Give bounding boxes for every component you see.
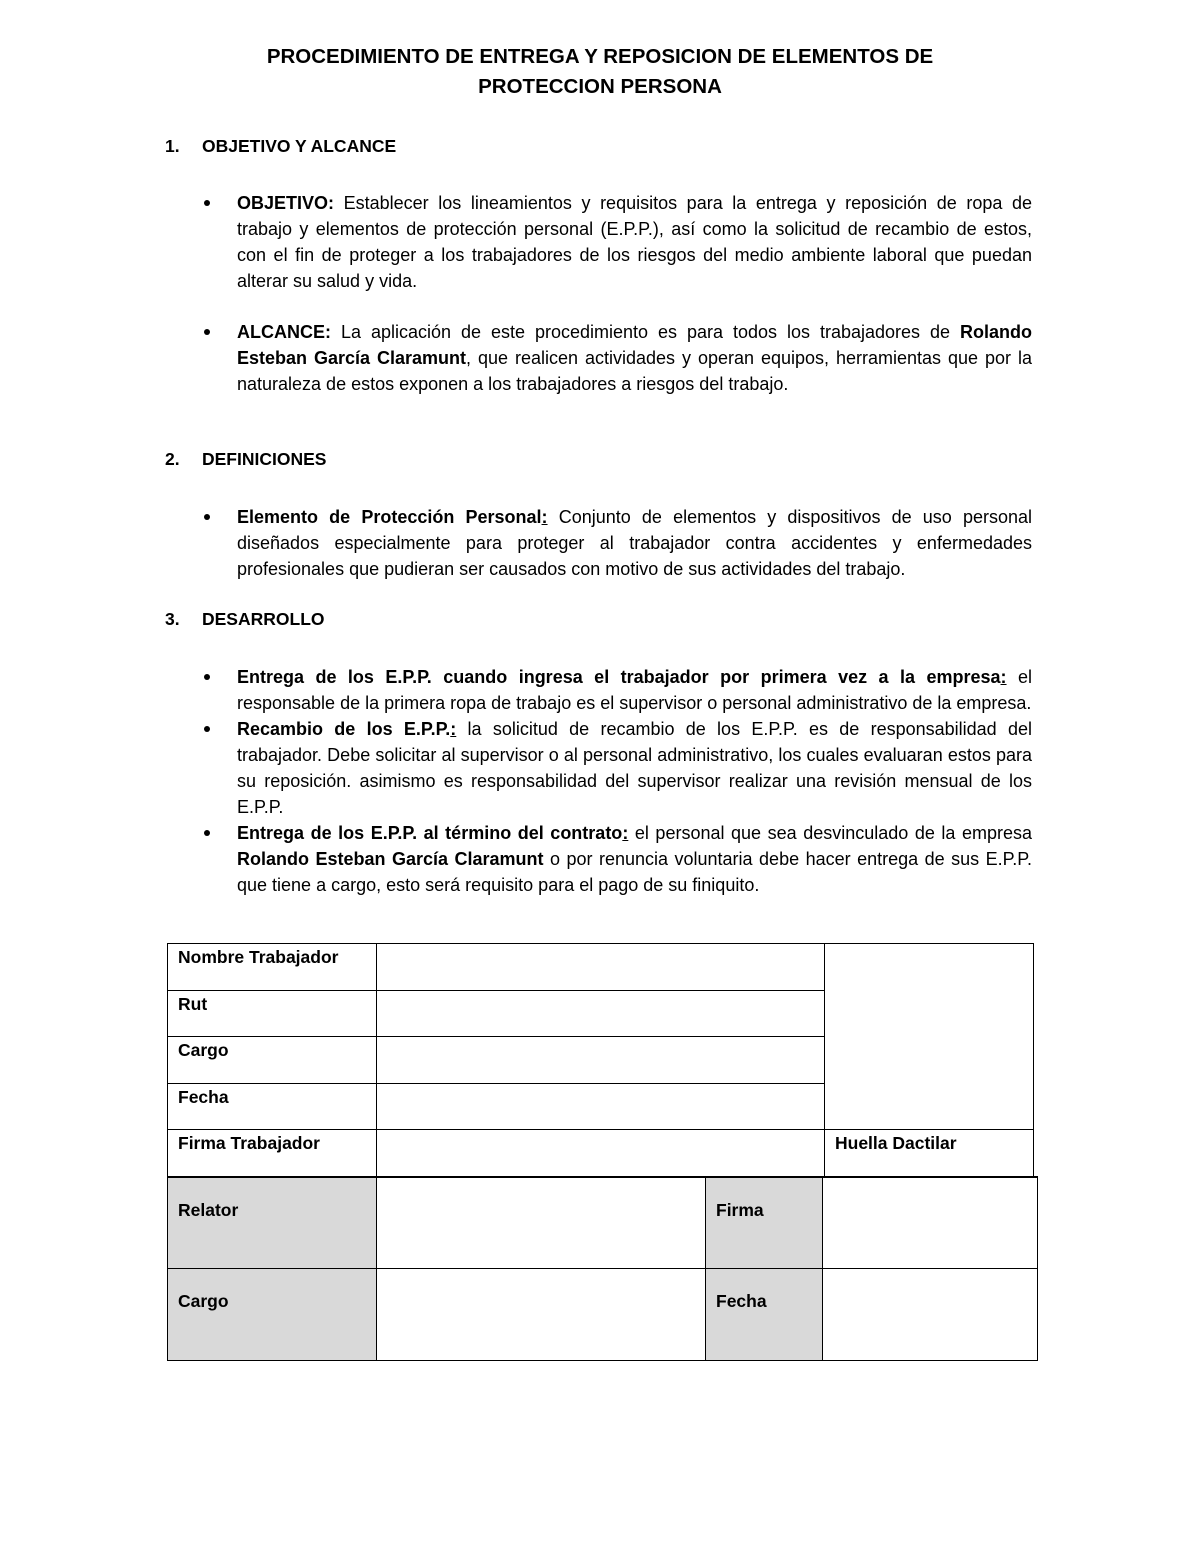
table-row bbox=[168, 1130, 1034, 1177]
field-fecha-relator[interactable] bbox=[823, 1269, 1038, 1361]
section-heading-2 bbox=[165, 446, 326, 472]
desarrollo-list bbox=[237, 664, 1032, 898]
item-label: Entrega de los E.P.P. al término del contrato bbox=[237, 823, 623, 843]
title-line-2: PROTECCION PERSONA bbox=[478, 75, 722, 98]
objetivo-label: OBJETIVO: bbox=[237, 193, 335, 213]
definicion-paragraph bbox=[237, 504, 1032, 582]
colon: : bbox=[1000, 667, 1007, 687]
alcance-text-2: , que realicen actividades y operan equipos, herramientas que por la naturaleza de estos exponen a los trabajadores a riesgos del trabajo. bbox=[237, 348, 1032, 394]
table-row bbox=[168, 1177, 1038, 1269]
label-nombre: Nombre Trabajador bbox=[168, 944, 377, 991]
section-number: 2. bbox=[165, 449, 180, 469]
item-label: Recambio de los E.P.P. bbox=[237, 719, 451, 739]
section-heading-3 bbox=[165, 606, 325, 632]
label-rut: Rut bbox=[168, 990, 377, 1037]
section-title: DEFINICIONES bbox=[202, 449, 327, 469]
bullet-definicion bbox=[237, 504, 1032, 582]
objetivo-text: Establecer los lineamientos y requisitos para la entrega y reposición de ropa de trabajo y elementos de protección personal (E.P.P.), así como la solicitud de recambio de estos, con el fin de proteger a los trabajadores de los riesgos del medio ambiente laboral que puedan alterar su salud y vida. bbox=[237, 193, 1032, 291]
item-text-2: o por renuncia voluntaria debe hacer entrega de sus E.P.P. que tiene a cargo, esto será requisito para el pago de su finiquito. bbox=[237, 849, 1032, 895]
bullet-objetivo bbox=[237, 190, 1032, 294]
colon: : bbox=[541, 507, 548, 527]
company-name: Rolando Esteban García Claramunt bbox=[237, 849, 544, 869]
section-heading-1 bbox=[165, 133, 396, 159]
objetivo-paragraph bbox=[237, 190, 1032, 294]
definicion-text: Conjunto de elementos y dispositivos de uso personal diseñados especialmente para proteger al trabajador contra accidentes y enfermedades profesionales que pudieran ser causados con motivo de sus actividades del trabajo. bbox=[237, 507, 1033, 579]
alcance-text: La aplicación de este procedimiento es para todos los trabajadores de bbox=[331, 322, 960, 342]
item-label: Entrega de los E.P.P. cuando ingresa el trabajador por primera vez a la empresa bbox=[237, 667, 1001, 687]
company-name: Rolando Esteban García Claramunt bbox=[237, 322, 1032, 368]
field-relator[interactable] bbox=[377, 1177, 706, 1269]
label-fecha: Fecha bbox=[168, 1083, 377, 1130]
field-rut[interactable] bbox=[377, 990, 825, 1037]
fingerprint-box[interactable] bbox=[825, 944, 1034, 1130]
field-cargo[interactable] bbox=[377, 1037, 825, 1084]
item-text: la solicitud de recambio de los E.P.P. es de responsabilidad del trabajador. Debe solicitar al supervisor o al personal administrativo, los cuales evaluaran estos para su reposición. asimismo es responsabilidad del supervisor realizar una revisión mensual de los E.P.P. bbox=[237, 719, 1032, 817]
table-row bbox=[168, 944, 1034, 991]
bullet-recambio bbox=[237, 716, 1032, 820]
worker-table bbox=[167, 943, 1034, 1177]
section-number: 3. bbox=[165, 609, 180, 629]
field-cargo-relator[interactable] bbox=[377, 1269, 706, 1361]
colon: : bbox=[450, 719, 457, 739]
label-cargo: Cargo bbox=[168, 1037, 377, 1084]
field-fecha[interactable] bbox=[377, 1083, 825, 1130]
label-huella: Huella Dactilar bbox=[825, 1130, 1034, 1177]
definicion-label: Elemento de Protección Personal bbox=[237, 507, 542, 527]
document-title bbox=[0, 42, 1200, 102]
field-firma[interactable] bbox=[823, 1177, 1038, 1269]
section-title: DESARROLLO bbox=[202, 609, 325, 629]
section-number: 1. bbox=[165, 136, 180, 156]
item-text: el personal que sea desvinculado de la empresa bbox=[628, 823, 1032, 843]
table-row bbox=[168, 1269, 1038, 1361]
label-firma: Firma bbox=[706, 1177, 823, 1269]
item-text: el responsable de la primera ropa de trabajo es el supervisor o personal administrativo de la empresa. bbox=[237, 667, 1032, 713]
label-fecha-relator: Fecha bbox=[706, 1269, 823, 1361]
colon: : bbox=[622, 823, 629, 843]
bullet-entrega-ingreso bbox=[237, 664, 1032, 716]
alcance-paragraph bbox=[237, 319, 1032, 397]
bullet-alcance bbox=[237, 319, 1032, 397]
field-nombre[interactable] bbox=[377, 944, 825, 991]
label-cargo-relator: Cargo bbox=[168, 1269, 377, 1361]
title-line-1: PROCEDIMIENTO DE ENTREGA Y REPOSICION DE ELEMENTOS DE bbox=[266, 45, 934, 68]
relator-table bbox=[167, 1176, 1038, 1361]
section-title: OBJETIVO Y ALCANCE bbox=[202, 136, 397, 156]
label-relator: Relator bbox=[168, 1177, 377, 1269]
bullet-entrega-termino bbox=[237, 820, 1032, 898]
alcance-label: ALCANCE: bbox=[237, 322, 331, 342]
field-firma-trabajador[interactable] bbox=[377, 1130, 825, 1177]
label-firma-trabajador: Firma Trabajador bbox=[168, 1130, 377, 1177]
